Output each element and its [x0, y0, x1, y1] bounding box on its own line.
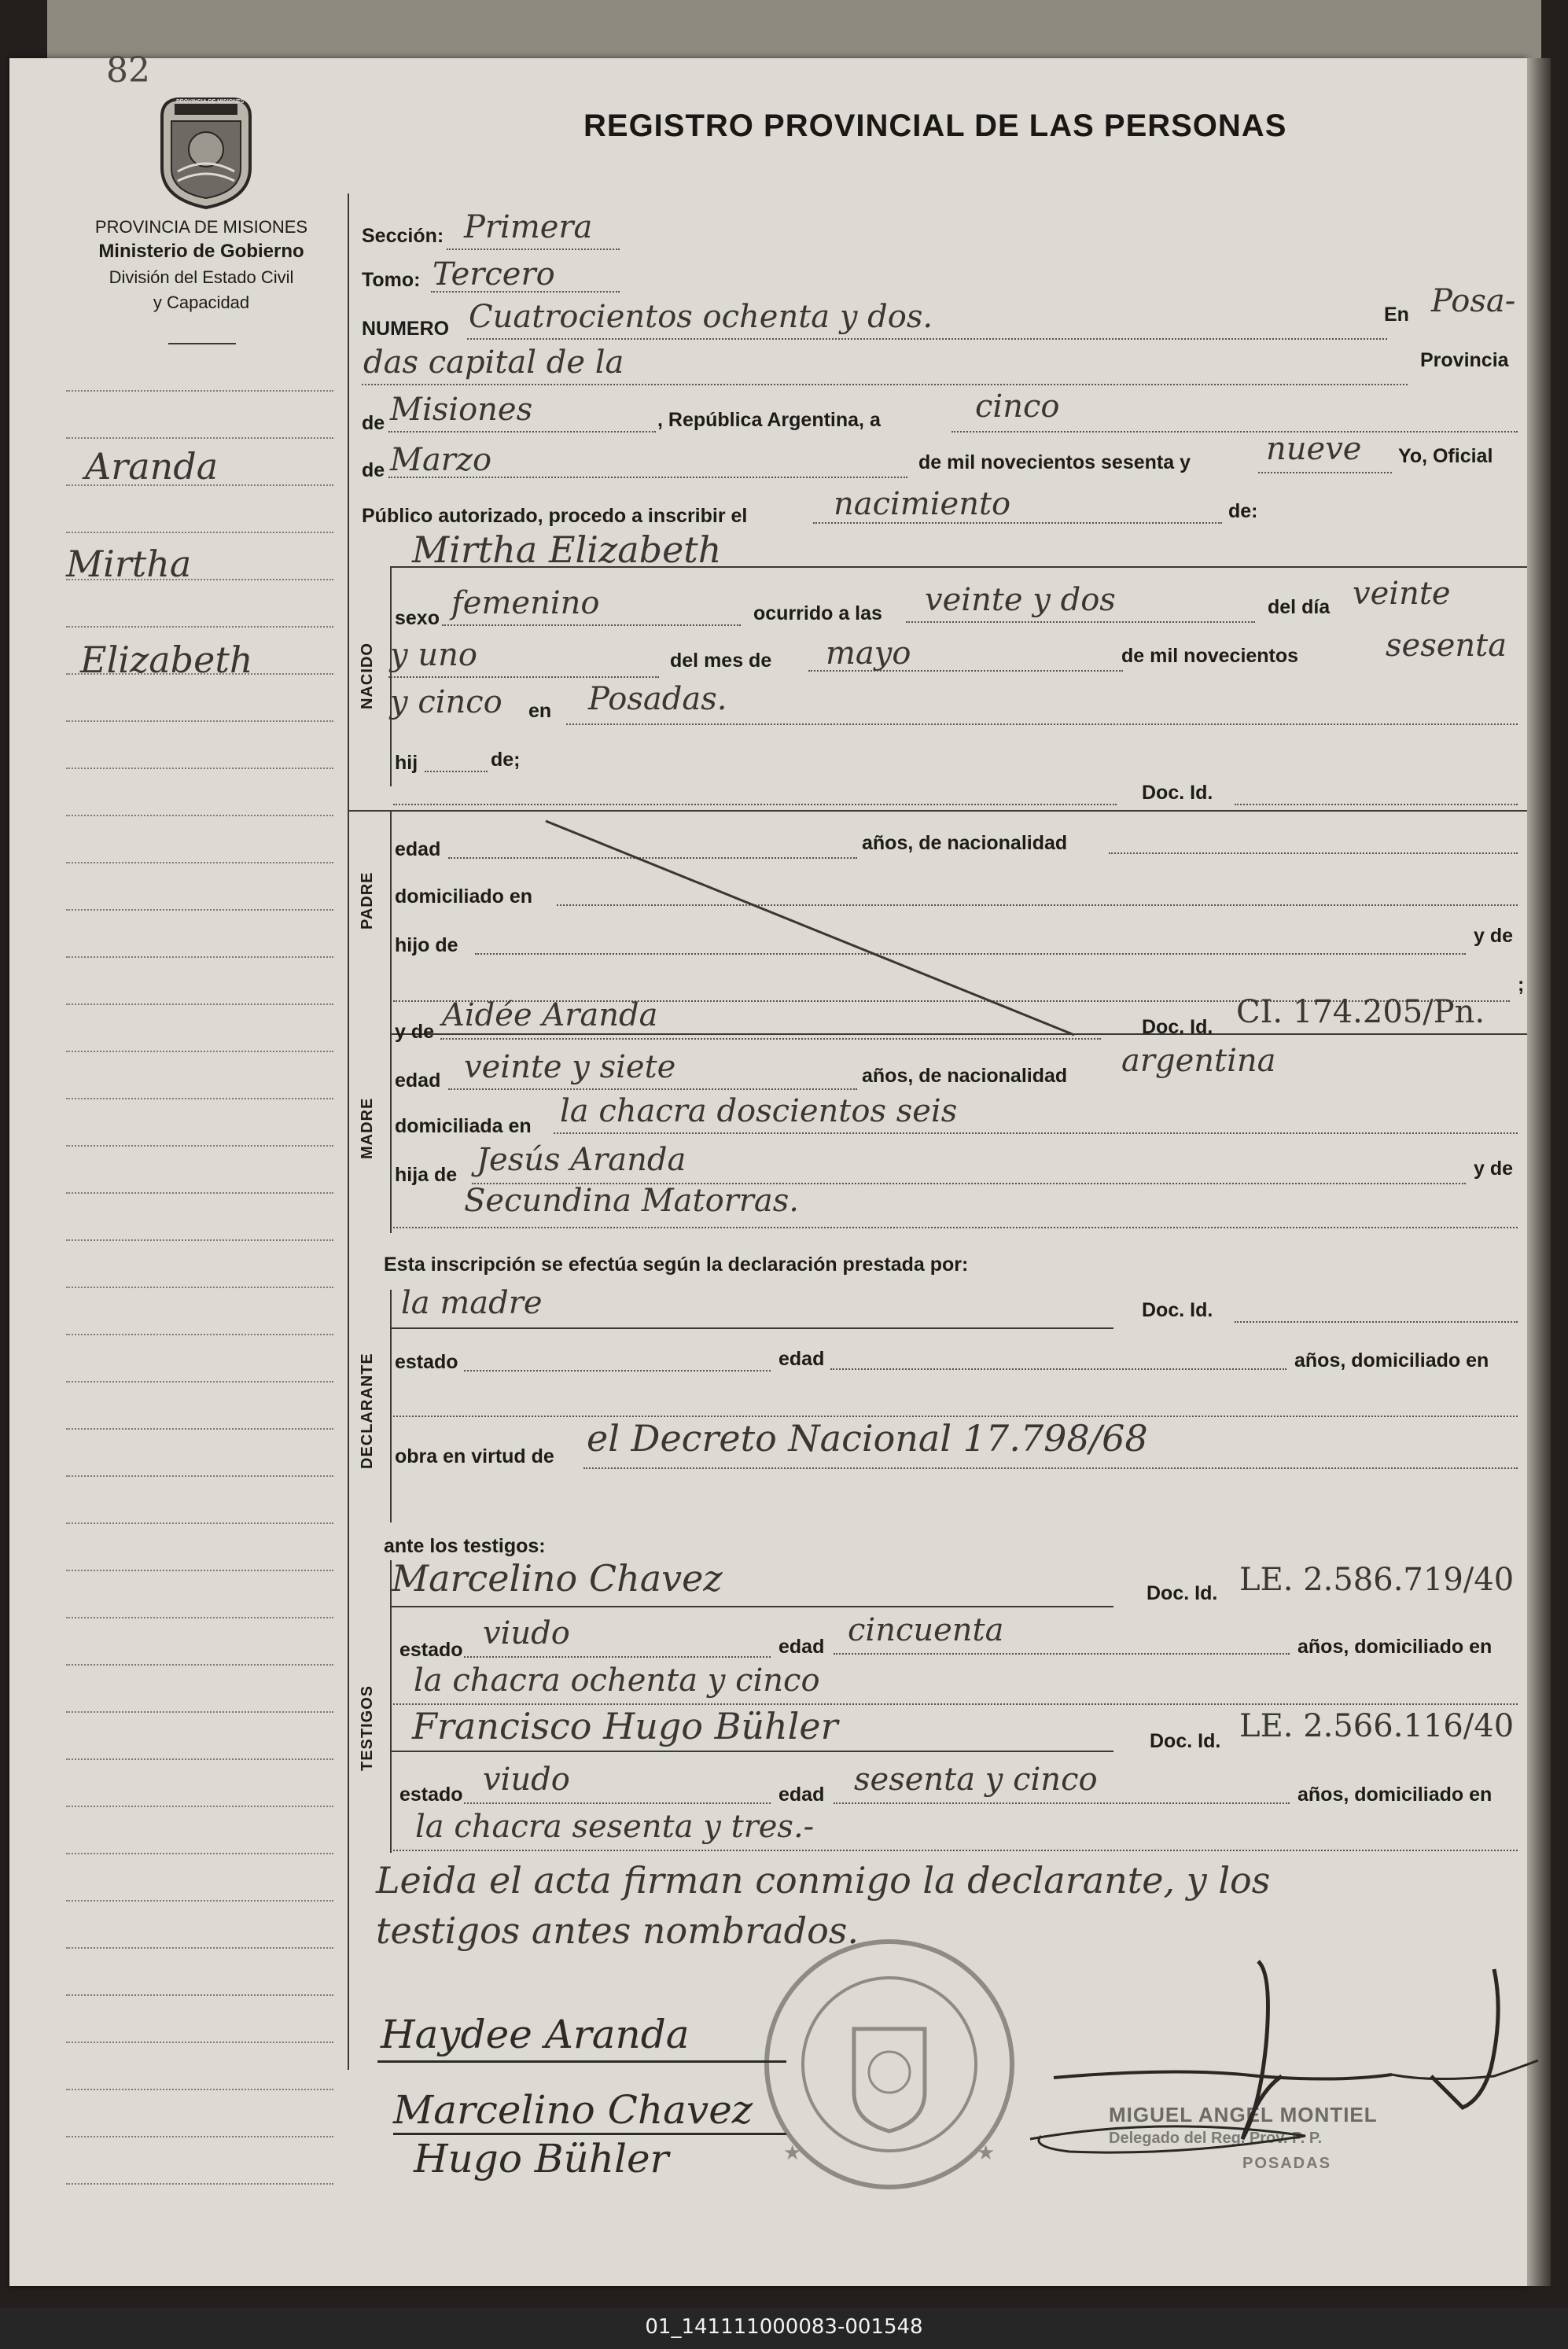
- label-de-colon: de:: [1228, 500, 1258, 522]
- margin-rule: [66, 1003, 333, 1005]
- field-line: [464, 1370, 771, 1371]
- field-line: [464, 1656, 771, 1658]
- label-estado-declarante: estado: [395, 1351, 458, 1373]
- field-line: [393, 1227, 1518, 1228]
- entry-testigo2-dom: la chacra sesenta y tres.-: [415, 1809, 815, 1845]
- signature-rule: [393, 2133, 786, 2135]
- form-left-border: [348, 193, 349, 2070]
- label-estado-testigo2: estado: [399, 1784, 463, 1806]
- margin-rule: [66, 909, 333, 911]
- misiones-coat-of-arms-icon: [154, 93, 258, 211]
- header-division: División del Estado Civil: [109, 267, 294, 287]
- margin-rule: [66, 768, 333, 769]
- entry-dia-nac-b: y uno: [390, 637, 477, 673]
- madre-top-rule: [390, 1033, 1527, 1035]
- label-del-dia: del día: [1268, 596, 1331, 618]
- margin-rule: [66, 390, 333, 392]
- field-line: [1109, 852, 1518, 854]
- margin-rule: [66, 2089, 333, 2090]
- entry-anio-nac-a: sesenta: [1386, 628, 1507, 664]
- stamp-name: MIGUEL ANGEL MONTIEL: [1109, 2103, 1378, 2126]
- margin-rule: [66, 1428, 333, 1430]
- signature-declarante: Haydee Aranda: [381, 2012, 690, 2057]
- entry-dia-nac-a: veinte: [1353, 576, 1451, 612]
- field-line: [583, 1467, 1518, 1469]
- entry-madre-madre: Secundina Matorras.: [464, 1183, 800, 1219]
- header-capacity: y Capacidad: [153, 293, 250, 312]
- field-line: [393, 804, 1117, 805]
- field-line: [808, 670, 1123, 672]
- entry-madre-nombre: Aidée Aranda: [442, 997, 658, 1033]
- margin-rule: [66, 1334, 333, 1335]
- testigo1-name-rule: [390, 1606, 1113, 1607]
- margin-rule: [66, 1947, 333, 1949]
- declarante-name-rule: [390, 1327, 1113, 1329]
- label-edad-padre: edad: [395, 838, 441, 860]
- header-province: PROVINCIA DE MISIONES: [94, 217, 308, 237]
- field-line: [447, 249, 620, 250]
- field-line: [1235, 1321, 1518, 1323]
- entry-declarante: la madre: [401, 1285, 543, 1321]
- margin-rule: [66, 1475, 333, 1477]
- label-doc-id-declarante: Doc. Id.: [1142, 1299, 1213, 1321]
- label-de-mil: de mil novecientos sesenta y: [918, 451, 1191, 473]
- testigo2-name-rule: [390, 1751, 1113, 1752]
- label-edad-testigo1: edad: [778, 1636, 825, 1658]
- margin-rule: [66, 1900, 333, 1902]
- label-doc-id-padre: Doc. Id.: [1142, 782, 1213, 804]
- label-hija-de: hija de: [395, 1164, 458, 1186]
- section-nacido: NACIDO: [359, 642, 376, 709]
- entry-sexo: femenino: [451, 585, 600, 621]
- label-publico: Público autorizado, procedo a inscribir el: [362, 505, 748, 527]
- margin-rule: [66, 1239, 333, 1241]
- field-line: [813, 522, 1222, 524]
- entry-testigo2-edad: sesenta y cinco: [854, 1762, 1098, 1798]
- margin-rule: [66, 1192, 333, 1194]
- label-anos-dom-testigo2: años, domiciliado en: [1297, 1784, 1493, 1806]
- section-testigos: TESTIGOS: [359, 1684, 376, 1771]
- closing-line-1: Leida el acta firman conmigo la declarante, y los: [376, 1859, 1271, 1902]
- label-anos-nac-padre: años, de nacionalidad: [862, 832, 1068, 854]
- margin-rule: [66, 720, 333, 722]
- margin-rule: [66, 2042, 333, 2043]
- field-line: [1258, 472, 1392, 473]
- field-line: [388, 477, 907, 478]
- margin-rule: [66, 862, 333, 863]
- field-line: [830, 1368, 1286, 1370]
- field-line: [467, 338, 1387, 340]
- section-declarante: DECLARANTE: [359, 1353, 376, 1469]
- margin-rule: [66, 1994, 333, 1996]
- header-rule: [168, 343, 236, 344]
- margin-rule: [66, 1570, 333, 1571]
- entry-testigo2-estado: viudo: [483, 1762, 570, 1798]
- entry-numero: Cuatrocientos ochenta y dos.: [469, 299, 933, 335]
- label-edad-madre: edad: [395, 1070, 441, 1092]
- label-de-semi: de;: [491, 749, 521, 771]
- margin-name-first: Mirtha: [66, 543, 192, 585]
- nacido-top-rule: [390, 566, 1527, 568]
- entry-testigo1-estado: viudo: [483, 1615, 570, 1651]
- entry-seccion: Primera: [464, 209, 593, 245]
- margin-rule: [66, 1098, 333, 1099]
- label-doc-id-testigo1: Doc. Id.: [1147, 1582, 1218, 1604]
- margin-rule: [66, 956, 333, 958]
- label-edad-declarante: edad: [778, 1348, 825, 1370]
- field-line: [834, 1802, 1290, 1804]
- field-line: [362, 384, 1408, 385]
- label-hijo-de: hijo de: [395, 934, 458, 956]
- label-y-de-abuela: y de: [1474, 1158, 1514, 1180]
- padre-top-rule: [349, 810, 1527, 812]
- field-line: [1235, 804, 1518, 805]
- registry-seal-icon: [760, 1935, 1019, 2194]
- label-en: En: [1384, 304, 1409, 326]
- entry-tomo: Tercero: [432, 256, 555, 293]
- label-sexo: sexo: [395, 607, 440, 629]
- entry-decreto: el Decreto Nacional 17.798/68: [587, 1417, 1148, 1460]
- field-line: [425, 771, 488, 772]
- label-yo-oficial: Yo, Oficial: [1398, 445, 1493, 467]
- margin-rule: [66, 437, 333, 439]
- header-ministry: Ministerio de Gobierno: [98, 241, 304, 262]
- entry-provincia: Misiones: [390, 392, 533, 428]
- margin-rule: [66, 626, 333, 628]
- label-domiciliado-padre: domiciliado en: [395, 885, 533, 908]
- field-line: [448, 1088, 857, 1090]
- margin-rule: [66, 1758, 333, 1760]
- margin-name-second: Elizabeth: [80, 639, 253, 681]
- stamp-subtitle: Delegado del Reg. Prov. P. P.: [1109, 2130, 1323, 2147]
- entry-testigo1-edad: cincuenta: [848, 1612, 1004, 1648]
- entry-mes-nac: mayo: [826, 635, 911, 672]
- margin-rule: [66, 532, 333, 533]
- emblem-caption: PROVINCIA DE MISIONES: [176, 99, 245, 105]
- svg-text:★: ★: [783, 2141, 802, 2165]
- field-line: [464, 1802, 771, 1804]
- svg-text:★: ★: [977, 2141, 996, 2165]
- official-signature-icon: [1022, 1950, 1541, 2186]
- label-estado-testigo1: estado: [399, 1639, 463, 1661]
- field-line: [388, 676, 659, 678]
- testigos-border: [390, 1560, 392, 1853]
- field-line: [834, 1653, 1290, 1655]
- label-esta-inscripcion: Esta inscripción se efectúa según la declaración prestada por:: [384, 1254, 969, 1276]
- entry-anio-nac-b: y cinco: [390, 684, 502, 720]
- madre-border: [390, 1033, 392, 1233]
- entry-madre-edad: veinte y siete: [464, 1049, 676, 1085]
- label-de: de: [362, 412, 385, 434]
- field-line: [951, 431, 1518, 433]
- entry-lugar-a: Posa-: [1431, 283, 1516, 319]
- entry-acto: nacimiento: [834, 486, 1011, 522]
- margin-rule: [66, 1617, 333, 1618]
- label-obra: obra en virtud de: [395, 1445, 554, 1467]
- entry-madre-dom: la chacra doscientos seis: [560, 1093, 958, 1129]
- label-ocurrido: ocurrido a las: [753, 602, 882, 624]
- label-anos-dom-declarante: años, domiciliado en: [1294, 1349, 1489, 1371]
- label-anos-dom-testigo1: años, domiciliado en: [1297, 1636, 1493, 1658]
- entry-dia: cinco: [975, 388, 1060, 425]
- label-doc-id-testigo2: Doc. Id.: [1150, 1730, 1221, 1752]
- entry-madre-nac: argentina: [1121, 1043, 1276, 1079]
- margin-rule: [66, 1145, 333, 1147]
- margin-rule: [66, 1711, 333, 1713]
- margin-rule: [66, 1664, 333, 1666]
- signature-testigo2: Hugo Bühler: [414, 2136, 669, 2181]
- margin-rule: [66, 815, 333, 816]
- section-madre: MADRE: [359, 1097, 376, 1159]
- section-padre: PADRE: [359, 871, 376, 930]
- page-title: REGISTRO PROVINCIAL DE LAS PERSONAS: [583, 109, 1287, 143]
- entry-nombre: Mirtha Elizabeth: [412, 528, 722, 571]
- entry-mes: Marzo: [390, 442, 492, 478]
- margin-surname: Aranda: [85, 445, 219, 488]
- label-y-de-madre: y de: [395, 1021, 435, 1043]
- entry-testigo1: Marcelino Chavez: [392, 1557, 723, 1600]
- label-republica: , República Argentina, a: [657, 409, 881, 431]
- label-del-mes: del mes de: [670, 650, 772, 672]
- label-de-mes: de: [362, 459, 385, 481]
- closing-line-2: testigos antes nombrados.: [376, 1909, 859, 1952]
- label-ante: ante los testigos:: [384, 1535, 546, 1557]
- margin-rule: [66, 1381, 333, 1383]
- margin-rule: [66, 1287, 333, 1288]
- page-number: 82: [106, 50, 150, 90]
- field-line: [554, 1132, 1518, 1134]
- label-hij: hij: [395, 752, 418, 774]
- field-line: [388, 431, 656, 433]
- margin-rule: [66, 1806, 333, 1807]
- field-line: [566, 723, 1518, 725]
- margin-rule: [66, 1051, 333, 1052]
- field-line: [440, 1038, 1101, 1040]
- signature-testigo1: Marcelino Chavez: [393, 2087, 753, 2133]
- declarante-border: [390, 1290, 392, 1522]
- entry-lugar-b: das capital de la: [363, 344, 624, 381]
- label-provincia: Provincia: [1420, 349, 1509, 371]
- entry-hora: veinte y dos: [925, 582, 1116, 618]
- entry-testigo1-dom: la chacra ochenta y cinco: [414, 1662, 820, 1699]
- entry-madre-doc: CI. 174.205/Pn.: [1236, 994, 1485, 1030]
- entry-testigo1-doc: LE. 2.586.719/40: [1239, 1562, 1515, 1598]
- entry-lugar-nac: Posadas.: [588, 681, 727, 717]
- label-en-lugar: en: [528, 700, 552, 722]
- entry-madre-padre: Jesús Aranda: [477, 1142, 686, 1178]
- field-line: [431, 291, 620, 293]
- label-edad-testigo2: edad: [778, 1784, 825, 1806]
- padre-border: [390, 810, 392, 1033]
- label-de-mil-nov: de mil novecientos: [1121, 645, 1299, 667]
- entry-testigo2-doc: LE. 2.566.116/40: [1239, 1708, 1515, 1744]
- label-numero: NUMERO: [362, 318, 450, 340]
- label-doc-id-madre: Doc. Id.: [1142, 1016, 1213, 1038]
- field-line: [906, 621, 1255, 623]
- margin-rule: [66, 2136, 333, 2137]
- label-tomo: Tomo:: [362, 269, 421, 291]
- margin-rule: [66, 2183, 333, 2185]
- margin-rule: [66, 1853, 333, 1854]
- label-domiciliada-madre: domiciliada en: [395, 1115, 532, 1137]
- label-semicolon: ;: [1518, 974, 1525, 996]
- entry-testigo2: Francisco Hugo Bühler: [412, 1705, 838, 1747]
- label-seccion: Sección:: [362, 225, 444, 247]
- field-line: [393, 1850, 1518, 1851]
- margin-rule: [66, 1522, 333, 1524]
- signature-rule: [377, 2060, 786, 2063]
- image-id-caption: 01_141111000083-001548: [645, 2315, 923, 2339]
- label-anos-nac-madre: años, de nacionalidad: [862, 1065, 1068, 1087]
- label-y-de-padre: y de: [1474, 925, 1514, 947]
- field-line: [442, 624, 741, 626]
- entry-anio: nueve: [1266, 431, 1362, 467]
- stamp-city: POSADAS: [1242, 2155, 1331, 2172]
